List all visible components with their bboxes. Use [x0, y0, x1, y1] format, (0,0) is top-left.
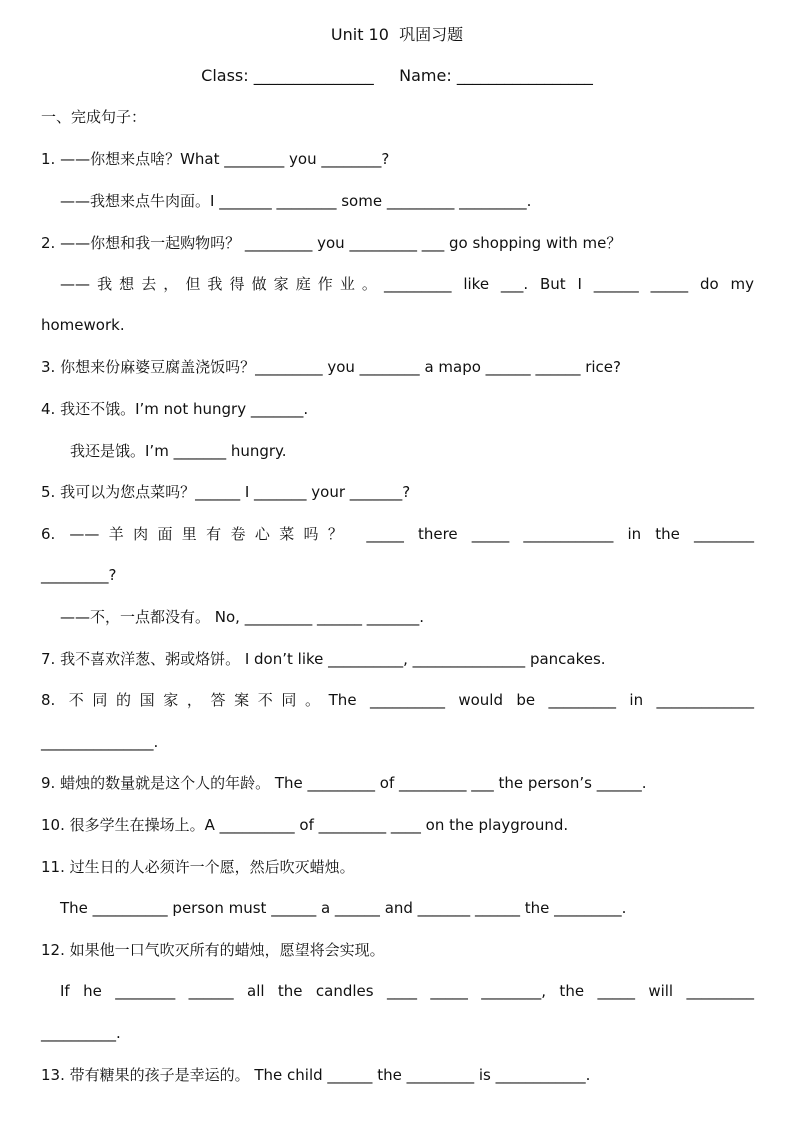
- page-title: Unit 10 巩固习题: [330, 25, 464, 44]
- sentence-9: 9. 蜡烛的数量就是这个人的年龄。 The _________ of _________ ___ the person’s ______.: [41, 774, 647, 792]
- class-name-line: Class: _______________ Name: _________________: [201, 66, 593, 85]
- sentence-12-chinese: 12. 如果他一口气吹灭所有的蜡烛，愿望将会实现。: [41, 941, 385, 959]
- sentence-4b: 我还是饿。I’m _______ hungry.: [70, 442, 287, 460]
- sentence-11-chinese: 11. 过生日的人必须许一个愿，然后吹灭蜡烛。: [41, 858, 355, 876]
- sentence-2-answer-cont: homework.: [41, 316, 125, 334]
- sentence-3: 3. 你想来份麻婆豆腐盖浇饭吗？_________ you ________ a mapo ______ ______ rice?: [41, 358, 621, 376]
- sentence-6-answer: ——不，一点都没有。 No, _________ ______ _______.: [60, 608, 425, 626]
- sentence-4a: 4. 我还不饿。I’m not hungry _______.: [41, 400, 309, 418]
- sentence-12-english: If he ________ ______ all the candles ____ _____ ________, the _____ will _________: [60, 982, 754, 1000]
- sentence-6-question-cont: _________?: [41, 566, 117, 584]
- sentence-2-question: 2. ——你想和我一起购物吗？ _________ you _________ ___ go shopping with me？: [41, 234, 622, 252]
- sentence-11-english: The __________ person must ______ a ______ and _______ ______ the _________.: [60, 899, 627, 917]
- sentence-13: 13. 带有糖果的孩子是幸运的。 The child ______ the _________ is ____________.: [41, 1066, 591, 1084]
- sentence-7: 7. 我不喜欢洋葱、粥或烙饼。 I don’t like __________, _______________ pancakes.: [41, 650, 606, 668]
- sentence-5: 5. 我可以为您点菜吗？______ I _______ your _______?: [41, 483, 411, 501]
- sentence-10: 10. 很多学生在操场上。A __________ of _________ ____ on the playground.: [41, 816, 569, 834]
- sentence-6-question: 6. ——羊肉面里有卷心菜吗？ _____ there _____ ____________ in the ________: [41, 525, 754, 543]
- sentence-8-cont: _______________.: [41, 733, 159, 751]
- sentence-2-answer: ——我想去，但我得做家庭作业。_________ like ___. But I ______ _____ do my: [60, 275, 754, 293]
- sentence-1-answer: ——我想来点牛肉面。I _______ ________ some _________ _________.: [60, 192, 532, 210]
- sentence-1-question: 1. ——你想来点啥？What ________ you ________?: [41, 150, 390, 168]
- sentence-8: 8. 不同的国家，答案不同。The __________ would be _________ in _____________: [41, 691, 754, 709]
- section-heading: 一、完成句子：: [41, 108, 147, 126]
- sentence-12-english-cont: __________.: [41, 1024, 121, 1042]
